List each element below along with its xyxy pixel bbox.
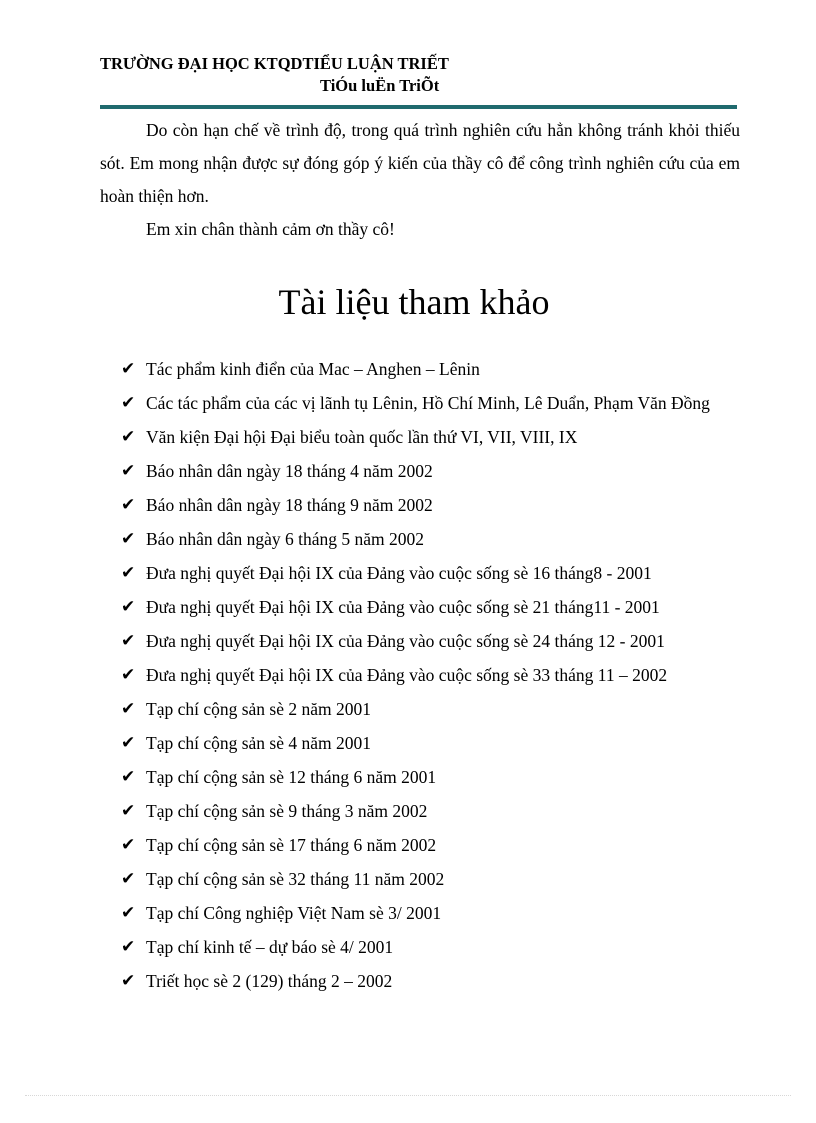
reference-text: Báo nhân dân ngày 18 tháng 9 năm 2002 <box>146 495 433 515</box>
check-icon: ✔ <box>121 937 136 957</box>
reference-item <box>100 794 740 828</box>
reference-item <box>100 624 740 658</box>
check-icon: ✔ <box>121 359 136 379</box>
check-icon: ✔ <box>121 971 136 991</box>
reference-text: Triết học sè 2 (129) tháng 2 – 2002 <box>146 971 393 991</box>
reference-item <box>100 760 740 794</box>
reference-text: Báo nhân dân ngày 18 tháng 4 năm 2002 <box>146 461 433 481</box>
check-icon: ✔ <box>121 903 136 923</box>
reference-text: Tạp chí cộng sản sè 4 năm 2001 <box>146 733 372 753</box>
reference-item <box>100 930 740 964</box>
reference-text: Tạp chí cộng sản sè 32 tháng 11 năm 2002 <box>146 869 445 889</box>
check-icon: ✔ <box>121 427 136 447</box>
reference-text: Tạp chí kinh tế – dự báo sè 4/ 2001 <box>146 937 394 957</box>
reference-item <box>100 488 740 522</box>
reference-text: Báo nhân dân ngày 6 tháng 5 năm 2002 <box>146 529 425 549</box>
reference-list <box>100 352 740 998</box>
check-icon: ✔ <box>121 597 136 617</box>
header-subtitle: TiÓu luËn TriÕt <box>320 76 440 95</box>
header-rule <box>100 105 737 109</box>
reference-item <box>100 896 740 930</box>
closing-text <box>100 114 740 246</box>
check-icon: ✔ <box>121 699 136 719</box>
check-icon: ✔ <box>121 801 136 821</box>
reference-text: Văn kiện Đại hội Đại biểu toàn quốc lần thứ VI, VII, VIII, IX <box>146 427 578 447</box>
check-icon: ✔ <box>121 461 136 481</box>
reference-item <box>100 454 740 488</box>
check-icon: ✔ <box>121 665 136 685</box>
reference-item <box>100 726 740 760</box>
reference-item <box>100 692 740 726</box>
reference-text: Đưa nghị quyết Đại hội IX của Đảng vào cuộc sống sè 16 tháng8 - 2001 <box>146 563 652 583</box>
check-icon: ✔ <box>121 563 136 583</box>
reference-item <box>100 658 740 692</box>
check-icon: ✔ <box>121 869 136 889</box>
check-icon: ✔ <box>121 495 136 515</box>
reference-text: Đưa nghị quyết Đại hội IX của Đảng vào cuộc sống sè 33 tháng 11 – 2002 <box>146 665 668 685</box>
references-title: Tài liệu tham khảo <box>278 282 550 322</box>
reference-item <box>100 828 740 862</box>
check-icon: ✔ <box>121 631 136 651</box>
closing-paragraph: Do còn hạn chế về trình độ, trong quá trình nghiên cứu hẳn không tránh khỏi thiếu sót. Em mong nhận được sự đóng góp ý kiến của thầy cô để công trình nghiên cứu của em hoàn thiện hơn. <box>100 120 740 206</box>
page-header <box>100 53 500 97</box>
page-footer-divider <box>25 1095 791 1096</box>
check-icon: ✔ <box>121 733 136 753</box>
reference-item <box>100 386 740 420</box>
reference-item <box>100 964 740 998</box>
reference-item <box>100 590 740 624</box>
reference-item <box>100 556 740 590</box>
reference-item <box>100 352 740 386</box>
reference-text: Tác phẩm kinh điển của Mac – Anghen – Lênin <box>146 359 480 379</box>
check-icon: ✔ <box>121 393 136 413</box>
thanks-paragraph: Em xin chân thành cảm ơn thầy cô! <box>146 219 395 239</box>
reference-text: Tạp chí cộng sản sè 9 tháng 3 năm 2002 <box>146 801 428 821</box>
reference-text: Tạp chí cộng sản sè 12 tháng 6 năm 2001 <box>146 767 437 787</box>
header-school-title: TRƯỜNG ĐẠI HỌC KTQDTIỂU LUẬN TRIẾT <box>100 54 449 73</box>
reference-text: Các tác phẩm của các vị lãnh tụ Lênin, Hồ Chí Minh, Lê Duẩn, Phạm Văn Đồng <box>146 393 710 413</box>
reference-item <box>100 420 740 454</box>
check-icon: ✔ <box>121 835 136 855</box>
reference-text: Tạp chí cộng sản sè 2 năm 2001 <box>146 699 372 719</box>
reference-item <box>100 522 740 556</box>
check-icon: ✔ <box>121 767 136 787</box>
reference-text: Đưa nghị quyết Đại hội IX của Đảng vào cuộc sống sè 21 tháng11 - 2001 <box>146 597 660 617</box>
reference-text: Đưa nghị quyết Đại hội IX của Đảng vào cuộc sống sè 24 tháng 12 - 2001 <box>146 631 665 651</box>
reference-text: Tạp chí Công nghiệp Việt Nam sè 3/ 2001 <box>146 903 442 923</box>
reference-item <box>100 862 740 896</box>
reference-text: Tạp chí cộng sản sè 17 tháng 6 năm 2002 <box>146 835 437 855</box>
check-icon: ✔ <box>121 529 136 549</box>
